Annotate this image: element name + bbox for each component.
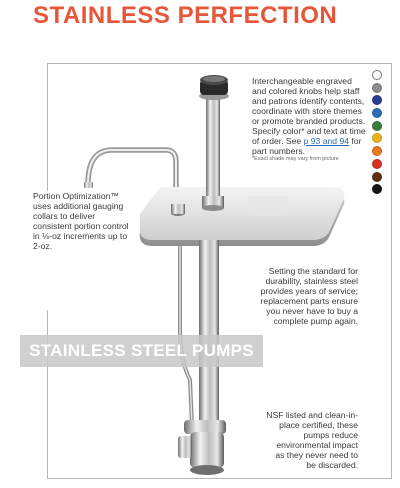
knob-swatch xyxy=(372,95,382,105)
knob-swatch xyxy=(372,108,382,118)
knob-swatch xyxy=(372,133,382,143)
valve-housing xyxy=(184,420,226,434)
catalog-page-link[interactable]: p 93 and 94 xyxy=(303,136,350,146)
knob-swatch xyxy=(372,172,382,182)
knob-description: Interchangeable engraved and colored knobs help staff and patrons identify contents, coordinate with store themes or promote branded products. Specify color* and text at time of order. See p 93 and 94 for part numbers. *Exact shade may vary from picture xyxy=(252,76,368,163)
page-title: STAINLESS PERFECTION xyxy=(33,2,338,29)
durability-text: Setting the standard for durability, stainless steel provides years of service; replacement parts ensure you never have to buy a complete pump again. xyxy=(255,266,358,326)
pump-cylinder xyxy=(206,96,220,200)
knob-swatch xyxy=(372,121,382,131)
knob-swatch xyxy=(372,146,382,156)
knob-color-swatches xyxy=(370,70,384,194)
knob-swatch xyxy=(372,184,382,194)
color-footnote: *Exact shade may vary from picture xyxy=(252,156,339,162)
portion-optimization-text: Portion Optimization™ uses additional gauging collars to deliver consistent portion control in ⅛-oz increments up to 2-oz. xyxy=(33,191,131,251)
product-tag: STAINLESS STEEL PUMPS xyxy=(20,335,263,367)
knob-swatch xyxy=(372,159,382,169)
knob-swatch xyxy=(372,83,382,93)
knob-swatch xyxy=(372,70,382,80)
nsf-text: NSF listed and clean-in-place certified, these pumps reduce environmental impact as they never need to be discarded. xyxy=(266,410,358,470)
